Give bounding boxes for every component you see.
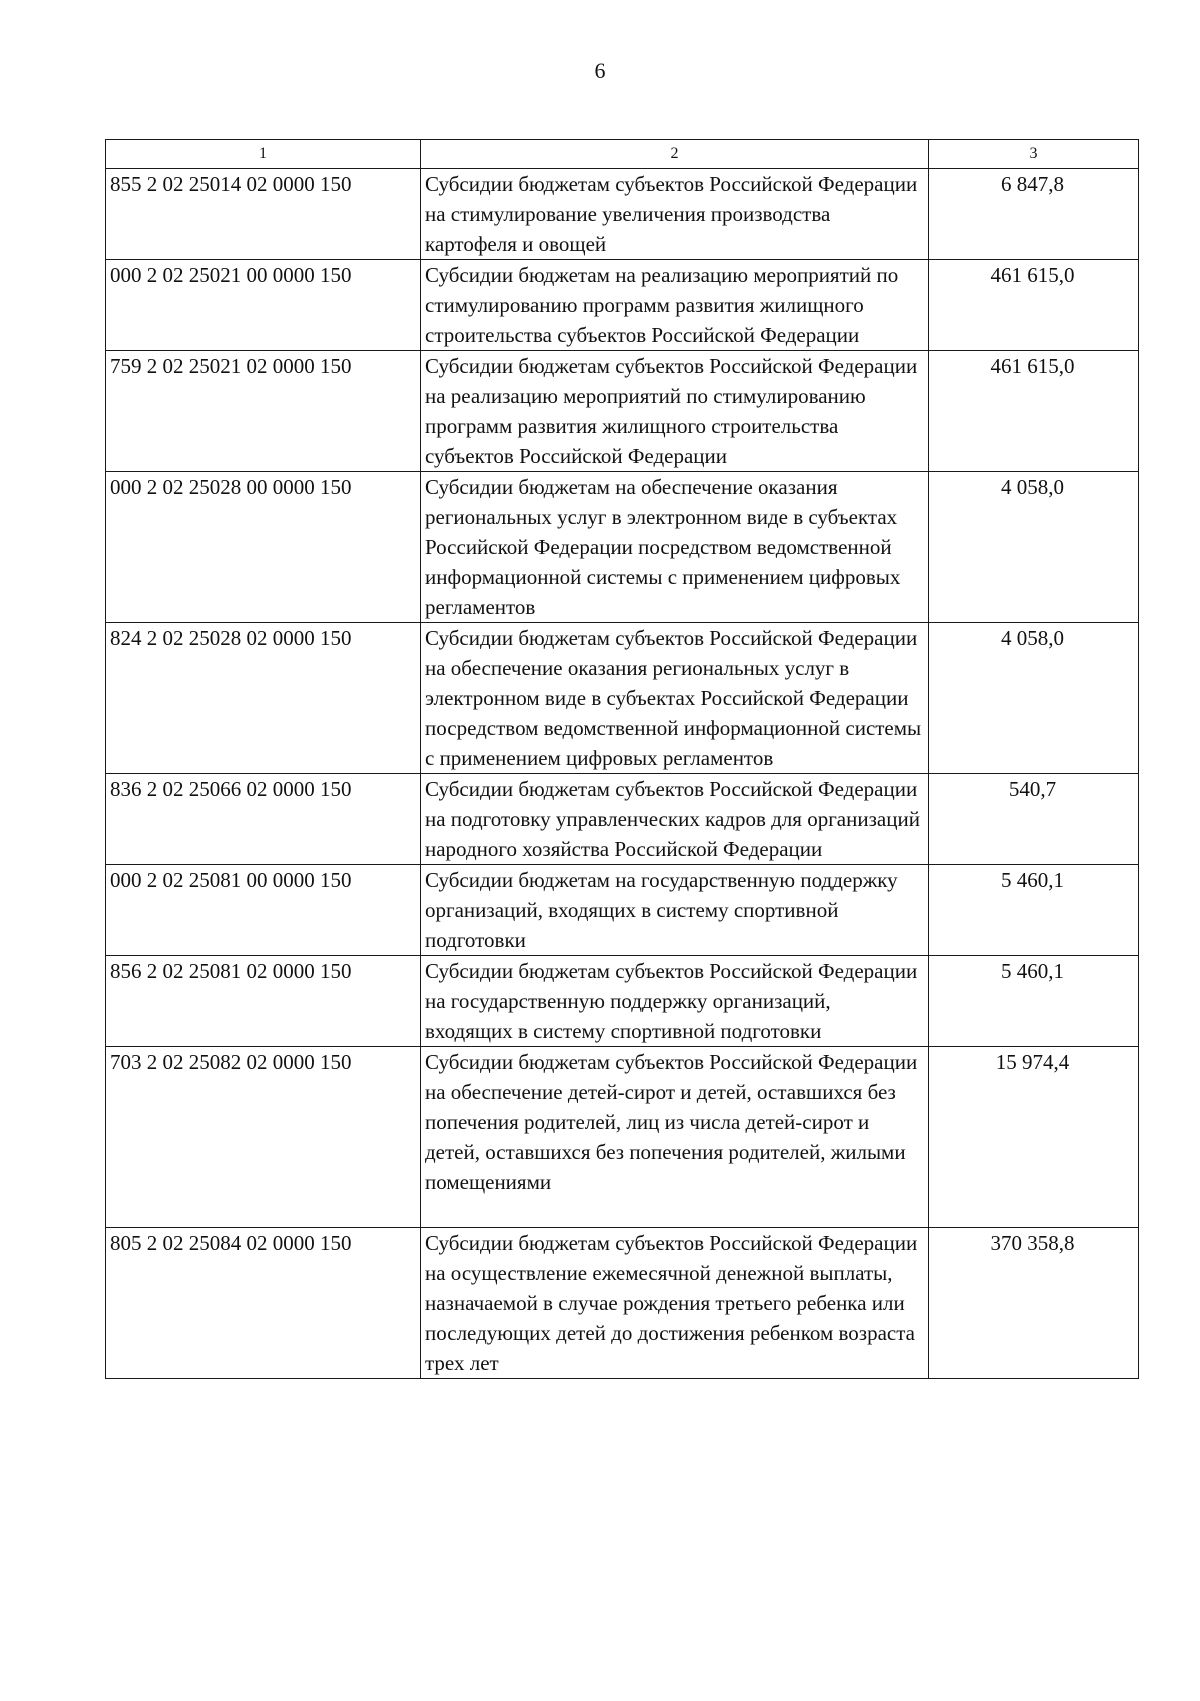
- budget-code-cell: 000 2 02 25028 00 0000 150: [106, 472, 421, 623]
- amount-cell: 4 058,0: [929, 472, 1139, 623]
- page-number: 6: [594, 58, 606, 83]
- amount-cell: 15 974,4: [929, 1047, 1139, 1228]
- budget-code-cell: 824 2 02 25028 02 0000 150: [106, 623, 421, 774]
- column-header-amount: 3: [929, 140, 1139, 169]
- amount-cell: 5 460,1: [929, 865, 1139, 956]
- amount-cell: 461 615,0: [929, 260, 1139, 351]
- amount-cell: 6 847,8: [929, 169, 1139, 260]
- description-cell: Субсидии бюджетам субъектов Российской Федерации на стимулирование увеличения производства картофеля и овощей: [421, 169, 929, 260]
- header-row: [106, 140, 1139, 169]
- table-row: [106, 472, 1139, 623]
- column-header-description: 2: [421, 140, 929, 169]
- budget-code-cell: 836 2 02 25066 02 0000 150: [106, 774, 421, 865]
- description-cell: Субсидии бюджетам субъектов Российской Федерации на государственную поддержку организаций, входящих в систему спортивной подготовки: [421, 956, 929, 1047]
- budget-code-cell: 759 2 02 25021 02 0000 150: [106, 351, 421, 472]
- table-row: [106, 1228, 1139, 1379]
- description-cell: Субсидии бюджетам субъектов Российской Федерации на подготовку управленческих кадров для организаций народного хозяйства Российской Федерации: [421, 774, 929, 865]
- description-cell: Субсидии бюджетам субъектов Российской Федерации на осуществление ежемесячной денежной выплаты, назначаемой в случае рождения третьего ребенка или последующих детей до достижения ребенком возраста трех лет: [421, 1228, 929, 1379]
- table-row: [106, 351, 1139, 472]
- budget-code-cell: 000 2 02 25021 00 0000 150: [106, 260, 421, 351]
- amount-cell: 4 058,0: [929, 623, 1139, 774]
- budget-code-cell: 000 2 02 25081 00 0000 150: [106, 865, 421, 956]
- amount-cell: 461 615,0: [929, 351, 1139, 472]
- description-cell: Субсидии бюджетам субъектов Российской Федерации на обеспечение детей-сирот и детей, оставшихся без попечения родителей, лиц из числа детей-сирот и детей, оставшихся без попечения родителей, жилыми помещениями: [421, 1047, 929, 1228]
- column-header-code: 1: [106, 140, 421, 169]
- table-header: [106, 140, 1139, 169]
- description-cell: Субсидии бюджетам субъектов Российской Федерации на обеспечение оказания региональных услуг в электронном виде в субъектах Российской Федерации посредством ведомственной информационной системы с применением цифровых регламентов: [421, 623, 929, 774]
- description-cell: Субсидии бюджетам на государственную поддержку организаций, входящих в систему спортивной подготовки: [421, 865, 929, 956]
- budget-code-cell: 856 2 02 25081 02 0000 150: [106, 956, 421, 1047]
- budget-code-cell: 855 2 02 25014 02 0000 150: [106, 169, 421, 260]
- table-row: [106, 774, 1139, 865]
- table-row: [106, 260, 1139, 351]
- description-cell: Субсидии бюджетам на реализацию мероприятий по стимулированию программ развития жилищного строительства субъектов Российской Федерации: [421, 260, 929, 351]
- table-row: [106, 956, 1139, 1047]
- table-row: [106, 865, 1139, 956]
- table-row: [106, 623, 1139, 774]
- budget-code-cell: 703 2 02 25082 02 0000 150: [106, 1047, 421, 1228]
- table-row: [106, 169, 1139, 260]
- description-cell: Субсидии бюджетам субъектов Российской Федерации на реализацию мероприятий по стимулированию программ развития жилищного строительства субъектов Российской Федерации: [421, 351, 929, 472]
- table-row: [106, 1047, 1139, 1228]
- amount-cell: 540,7: [929, 774, 1139, 865]
- budget-table: [105, 139, 1139, 1379]
- table-body: [106, 169, 1139, 1379]
- amount-cell: 5 460,1: [929, 956, 1139, 1047]
- description-cell: Субсидии бюджетам на обеспечение оказания региональных услуг в электронном виде в субъектах Российской Федерации посредством ведомственной информационной системы с применением цифровых регламентов: [421, 472, 929, 623]
- budget-code-cell: 805 2 02 25084 02 0000 150: [106, 1228, 421, 1379]
- amount-cell: 370 358,8: [929, 1228, 1139, 1379]
